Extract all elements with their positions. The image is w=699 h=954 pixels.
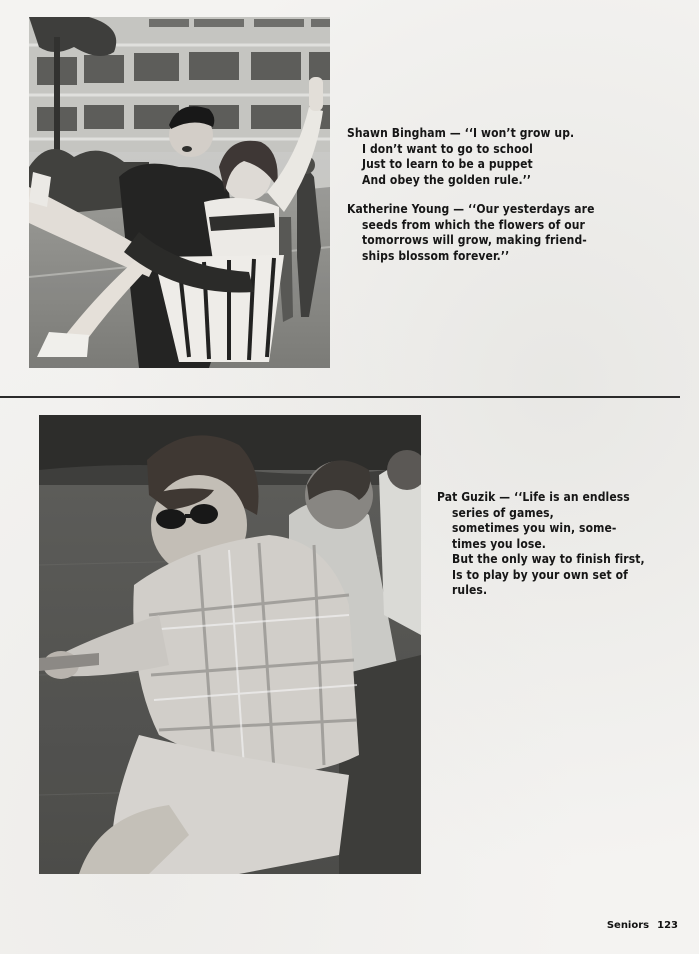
quote-katherine-young [347,202,595,264]
quote-line: I don’t want to go to school [362,141,533,156]
section-divider [0,396,680,398]
senior-name: Pat Guzik [437,490,496,504]
quote-line: sometimes you win, some- [452,521,617,535]
quote-line: Just to learn to be a puppet [362,157,533,171]
page-footer [607,920,678,931]
quote-line: But the only way to finish first, [452,552,645,566]
quote-line: — ‘‘Our yesterdays are [453,202,595,216]
quote-line: rules. [452,583,488,597]
senior-name: Shawn Bingham [347,126,447,140]
quote-line: tomorrows will grow, making friend- [362,233,587,247]
quote-pat-guzik [437,490,645,599]
quote-line: ships blossom forever.’’ [362,248,510,263]
quote-line: times you lose. [452,536,546,551]
photo-couple-cheerleader [29,17,330,368]
quote-line: And obey the golden rule.’’ [362,172,532,187]
quote-line: — ‘‘I won’t grow up. [449,126,575,140]
quote-line: series of games, [452,505,554,520]
quote-line: — ‘‘Life is an endless [499,490,630,504]
quote-line: seeds from which the flowers of our [362,217,585,232]
quote-shawn-bingham [347,126,574,188]
senior-name: Katherine Young [347,202,450,216]
page-number: 123 [657,920,678,931]
photo-tug-of-war [39,415,421,874]
section-label: Seniors [606,920,650,931]
quote-line: Is to play by your own set of [452,567,628,582]
